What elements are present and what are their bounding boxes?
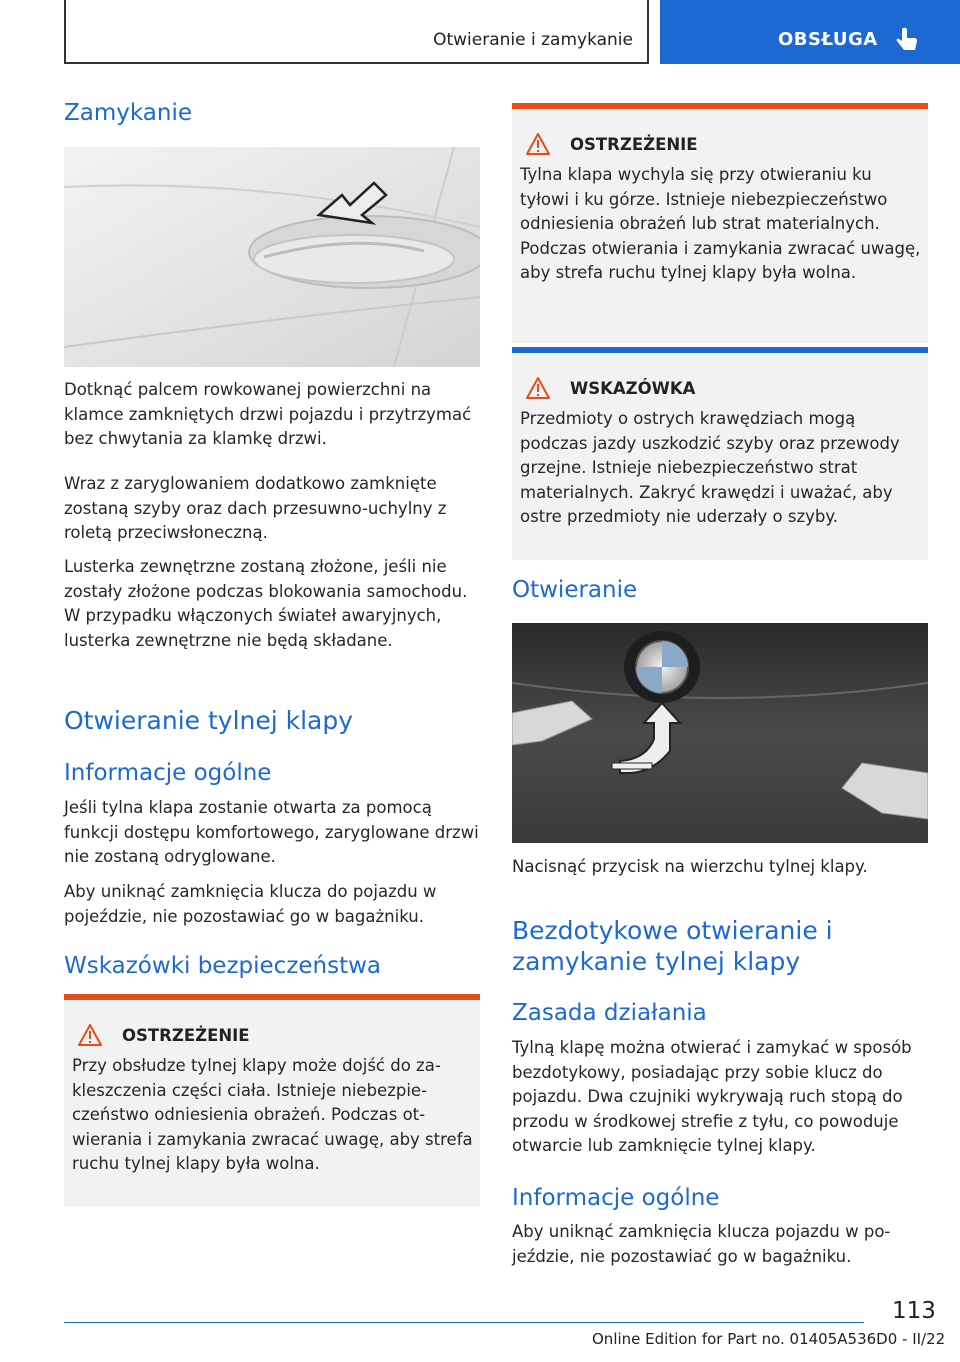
header-tab[interactable] bbox=[660, 0, 960, 64]
warning-box-1-text: Przy obsłudze tylnej klapy może dojść do zakleszczenia części ciała. Istnieje niebezpieczeństwo odniesienia obrażeń. Podczas otwierania i zamykania zwracać uwagę, aby strefa ruchu tylnej klapy była wolna. bbox=[72, 1056, 473, 1173]
warning-triangle-icon bbox=[78, 1024, 102, 1046]
hand-pointer-icon bbox=[894, 26, 924, 56]
paragraph-zamykanie-1: Dotknąć palcem rowkowanej powierzchni na klamce zamkniętych drzwi pojazdu i przytrzymać bez chwytania za klamkę drzwi. bbox=[64, 380, 472, 448]
paragraph-zamykanie-2: Wraz z zaryglowaniem dodatkowo zamknięte zostaną szyby oraz dach przesuwno-uchylny z roletą przeciwsłoneczną. bbox=[64, 474, 447, 542]
paragraph-zamykanie-3: Lusterka zewnętrzne zostaną złożone, jeśli nie zostały złożone podczas blokowania samochodu. W przypadku włączonych świateł awaryjnych, lusterka zewnętrzne nie będą składane. bbox=[64, 557, 468, 650]
footer-divider bbox=[64, 1322, 864, 1323]
heading-otwieranie-tylnej-klapy: Otwieranie tylnej klapy bbox=[64, 706, 354, 735]
paragraph-zasada: Tylną klapę można otwierać i zamykać w sposób bezdotykowy, posiadając przy sobie klucz do pojazdu. Dwa czujniki wykrywają ruch stopą do przodu w środkowej strefie z tyłu, co powoduje otwarcie lub zamknięcie tylnej klapy. bbox=[512, 1038, 912, 1155]
footer-edition: Online Edition for Part no. 01405A536D0 - II/22 bbox=[592, 1330, 946, 1348]
warning-triangle-icon bbox=[526, 133, 550, 155]
tailgate-button-figure bbox=[512, 623, 928, 843]
header-section-box bbox=[64, 0, 649, 64]
tab-label: OBSŁUGA bbox=[778, 29, 878, 50]
heading-bezdotykowe: Bezdotykowe otwieranie i zamykanie tylnej klapy bbox=[512, 916, 833, 976]
paragraph-info2: Aby uniknąć zamknięcia klucza pojazdu w pojeździe, nie pozostawiać go w bagażniku. bbox=[512, 1222, 891, 1266]
page-number: 113 bbox=[892, 1298, 936, 1324]
note-box bbox=[512, 347, 928, 560]
warning-box-2 bbox=[512, 103, 928, 343]
door-handle-figure bbox=[64, 147, 480, 367]
heading-otwieranie: Otwieranie bbox=[512, 577, 638, 603]
heading-informacje-ogolne-2: Informacje ogólne bbox=[512, 1185, 720, 1211]
warning-box-2-title: OSTRZEŻENIE bbox=[570, 135, 698, 154]
section-title: Otwieranie i zamykanie bbox=[433, 30, 633, 50]
paragraph-otwieranie: Nacisnąć przycisk na wierzchu tylnej klapy. bbox=[512, 857, 868, 876]
paragraph-info-2: Aby uniknąć zamknięcia klucza do pojazdu w pojeździe, nie pozostawiać go w bagażniku. bbox=[64, 882, 437, 926]
heading-wskazowki-bezpieczenstwa: Wskazówki bezpieczeństwa bbox=[64, 953, 382, 979]
warning-box-1-title: OSTRZEŻENIE bbox=[122, 1026, 250, 1045]
heading-informacje-ogolne: Informacje ogólne bbox=[64, 760, 272, 786]
heading-zasada-dzialania: Zasada działania bbox=[512, 1000, 707, 1026]
note-box-text: Przedmioty o ostrych krawędziach mogą podczas jazdy uszkodzić szyby oraz przewody grzejne. Istnieje niebezpieczeństwo strat materialnych. Zakryć krawędzi i uważać, aby ostre przedmioty nie uderzały o szyby. bbox=[520, 409, 900, 526]
paragraph-info-1: Jeśli tylna klapa zostanie otwarta za pomocą funkcji dostępu komfortowego, zaryglowane drzwi nie zostaną odryglowane. bbox=[64, 798, 479, 866]
warning-box-1 bbox=[64, 994, 480, 1206]
note-box-title: WSKAZÓWKA bbox=[570, 379, 696, 398]
warning-box-2-text: Tylna klapa wychyla się przy otwieraniu ku tyłowi i ku górze. Istnieje niebezpieczeństwo odniesienia obrażeń lub strat materialnych. Podczas otwierania i zamykania zwracać uwagę, aby strefa ruchu tylnej klapy była wolna. bbox=[520, 165, 921, 282]
heading-zamykanie: Zamykanie bbox=[64, 100, 192, 126]
warning-triangle-icon bbox=[526, 377, 550, 399]
